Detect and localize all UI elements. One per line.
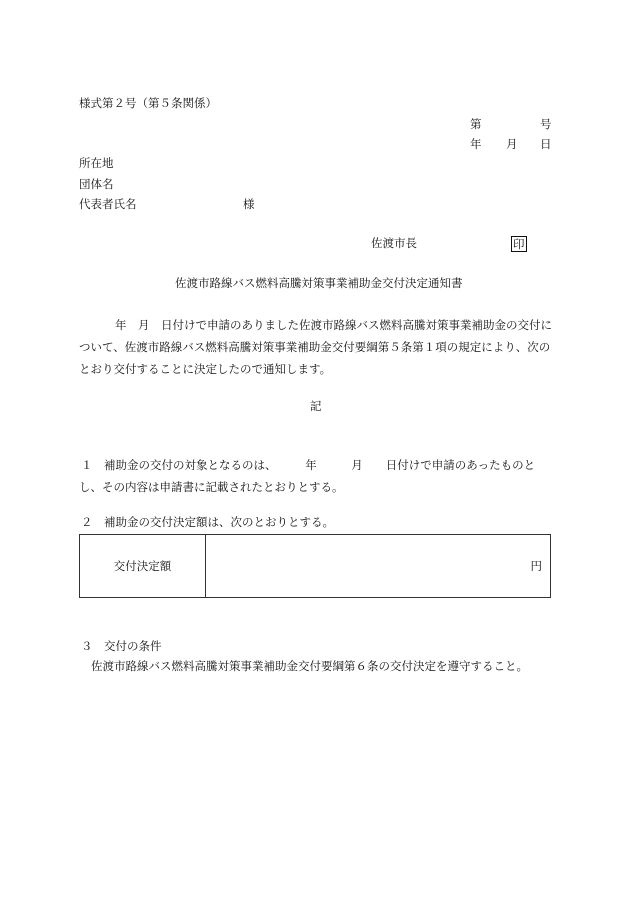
seal-mark (511, 236, 527, 252)
amount-value: 円 (206, 535, 551, 598)
intro-paragraph: 年 月 日付けで申請のありました佐渡市路線バス燃料高騰対策事業補助金の交付について、佐渡市路線バス燃料高騰対策事業補助金交付要綱第５条第１項の規定により、次のとおり交付することに決定したので通知します。 (79, 318, 552, 376)
table-row (80, 535, 551, 598)
form-id: 様式第２号（第５条関係） (79, 96, 217, 110)
date-month: 月 (506, 137, 518, 151)
issuer-name: 佐渡市長 (371, 236, 417, 250)
amount-table (79, 534, 551, 598)
ki-heading: 記 (310, 399, 322, 413)
date-year: 年 (470, 137, 482, 151)
date-day: 日 (540, 137, 552, 151)
org-label: 団体名 (79, 177, 114, 191)
item-1: １ 補助金の交付の対象となるのは、 年 月 日付けで申請のあったものとし、その内容は申請書に記載されたとおりとする。 (79, 458, 536, 494)
number-suffix: 号 (540, 117, 552, 131)
item-2: ２ 補助金の交付決定額は、次のとおりとする。 (81, 515, 334, 529)
item-3-text: 佐渡市路線バス燃料高騰対策事業補助金交付要綱第６条の交付決定を遵守すること。 (91, 659, 528, 673)
item-3-heading: ３ 交付の条件 (81, 639, 162, 653)
document-title: 佐渡市路線バス燃料高騰対策事業補助金交付決定通知書 (175, 276, 463, 290)
address-label: 所在地 (79, 156, 114, 170)
seal-text: 印 (513, 237, 525, 251)
representative-label: 代表者氏名 (79, 197, 137, 211)
honorific: 様 (243, 197, 255, 211)
amount-label: 交付決定額 (80, 535, 206, 598)
number-prefix: 第 (470, 117, 482, 131)
